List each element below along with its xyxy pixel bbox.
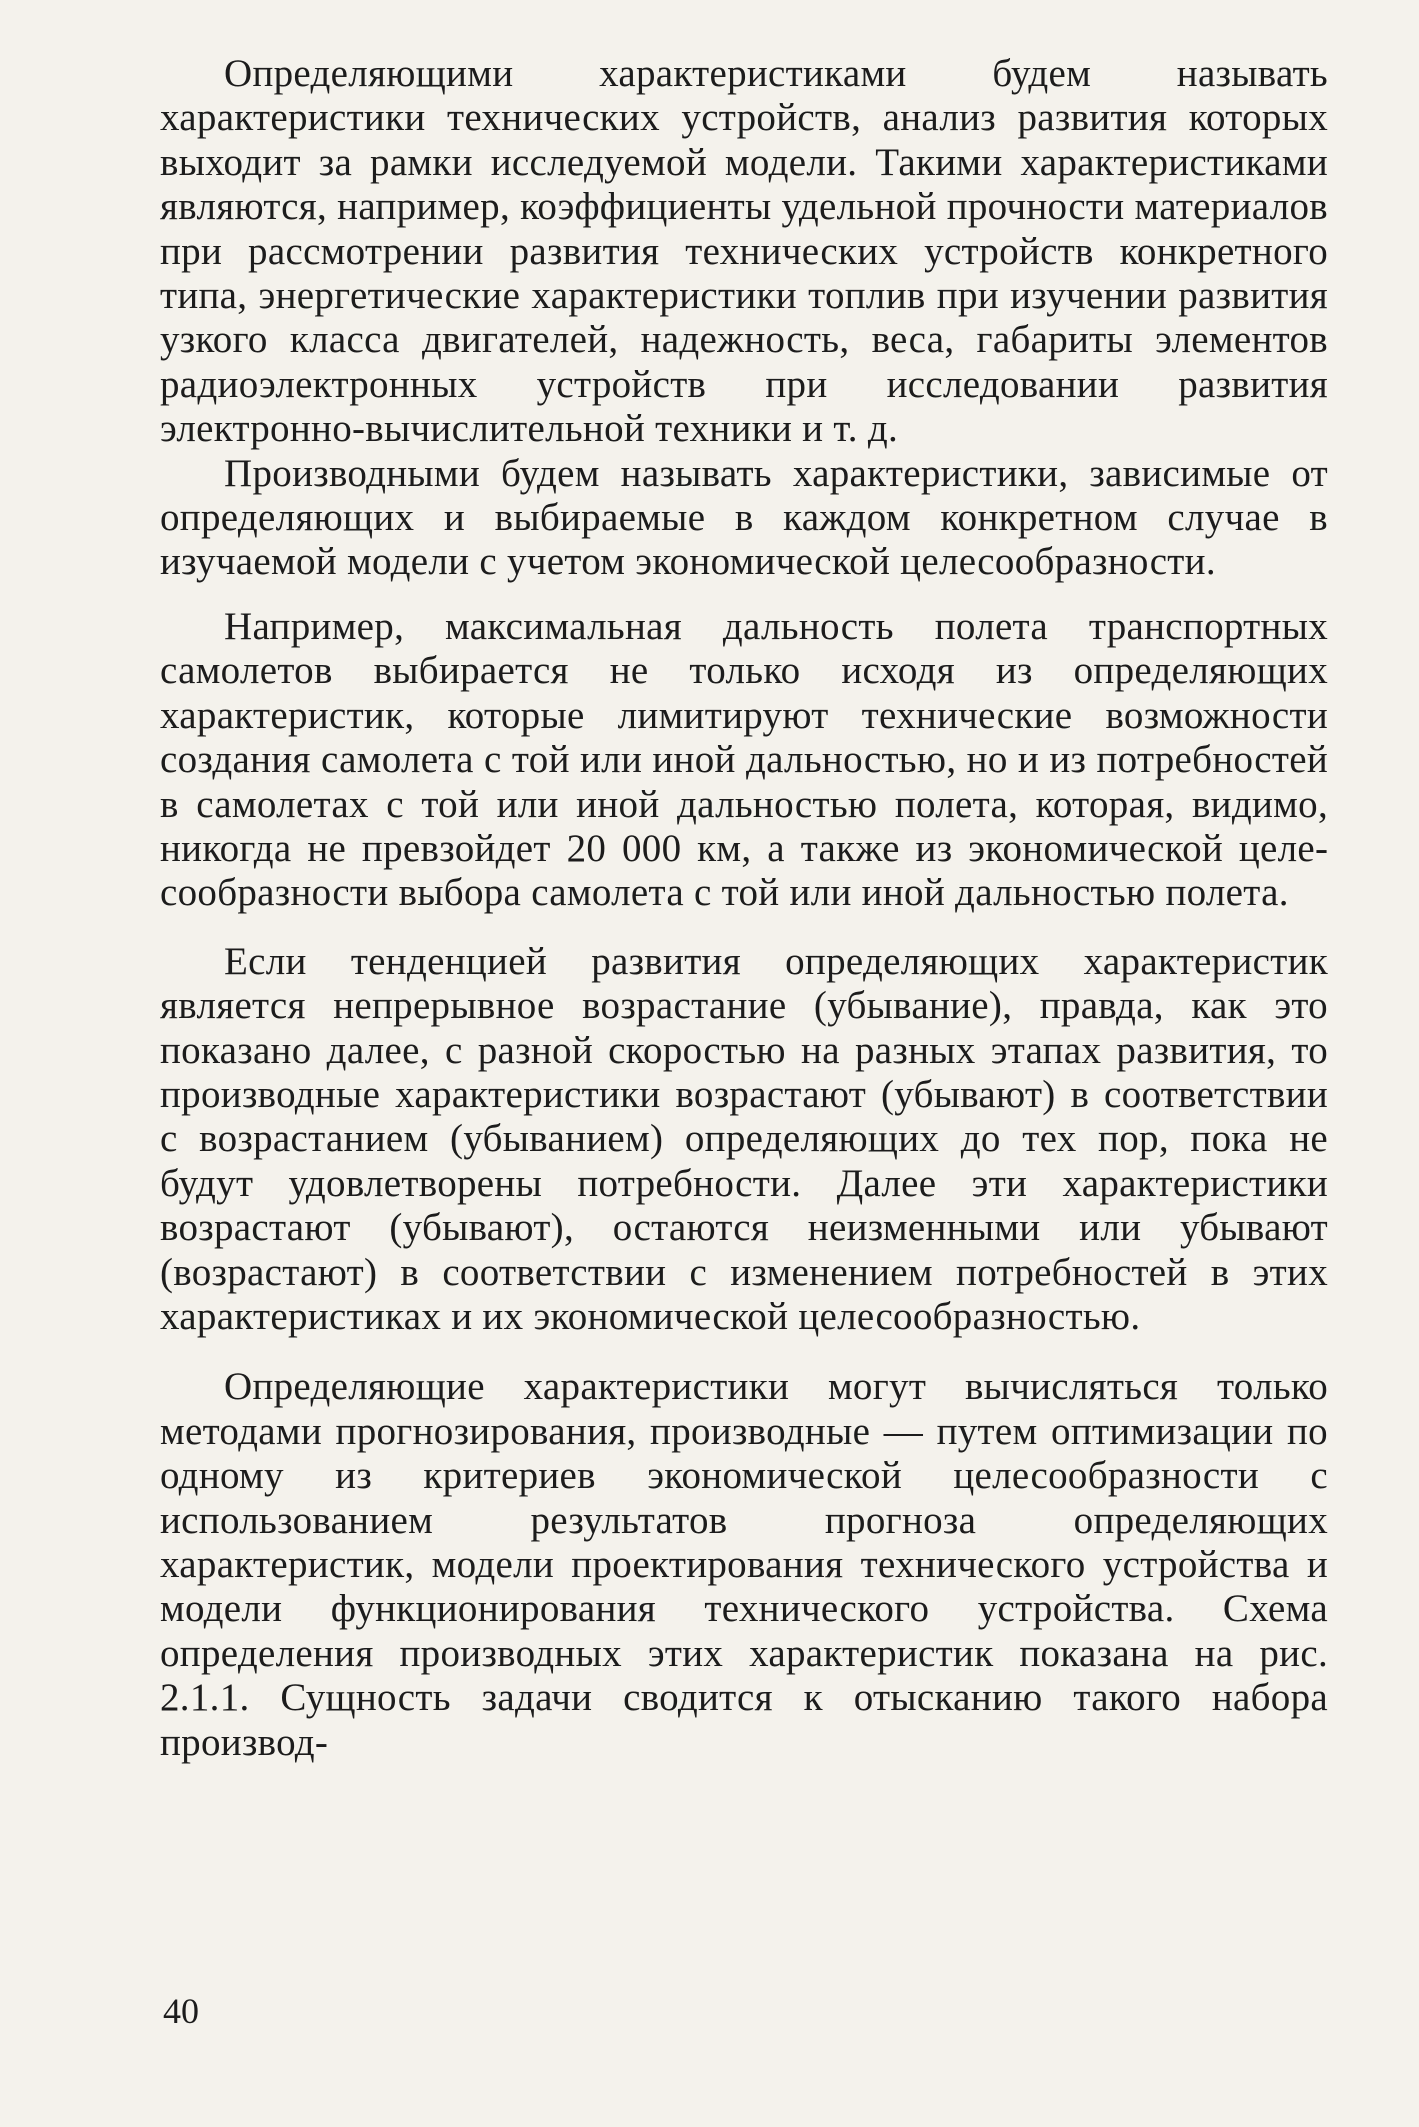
paragraph-aircraft-example: Например, максимальная дальность полета транспортных самолетов выбирается не только исходя из определяющих характеристик, которые лимитируют технические возможности создания самолета с той или иной дальностью, но и из потребностей в самолетах с той или иной дальностью полета, которая, видимо, никогда не превзойдет 20 000 км, а также из экономической целесообразности выбора самолета с той или иной дальностью полета. [160, 604, 1328, 915]
page-body [160, 52, 1328, 1765]
paragraph-calculation-methods: Определяющие характеристики могут вычисляться только методами прогнозирования, производные — путем оптимизации по одному из критериев экономической целесообразности с использованием результатов прогноза определяющих характеристик, модели проектирования технического устройства и модели функционирования технического устройства. Схема определения производных этих характеристик показана на рис. 2.1.1. Сущность задачи сводится к отысканию такого набора производ- [160, 1365, 1328, 1764]
page-number: 40 [163, 1991, 199, 2031]
paragraph-development-trend: Если тенденцией развития определяющих характеристик является непрерывное возрастание (убывание), правда, как это показано далее, с разной скоростью на разных этапах развития, то производные характеристики возрастают (убывают) в соответствии с возрастанием (убыванием) определяющих до тех пор, пока не будут удовлетворены потребности. Далее эти характеристики возрастают (убывают), остаются неизменными или убывают (возрастают) в соответствии с изменением потребностей в этих характеристиках и их экономической целесообразностью. [160, 939, 1328, 1338]
paragraph-defining-characteristics: Определяющими характеристиками будем называть характеристики технических устройств, анализ развития которых выходит за рамки исследуемой модели. Такими характеристиками являются, например, коэффициенты удельной прочности материалов при рассмотрении развития технических устройств конкретного типа, энергетические характеристики топлив при изучении развития узкого класса двигателей, надежность, веса, габариты элементов радиоэлектронных устройств при исследовании развития электронно-вычислительной техники и т. д. [160, 52, 1328, 451]
paragraph-derived-characteristics: Производными будем называть характеристики, зависимые от определяющих и выбираемые в каждом конкретном случае в изучаемой модели с учетом экономической целесообразности. [160, 451, 1328, 584]
